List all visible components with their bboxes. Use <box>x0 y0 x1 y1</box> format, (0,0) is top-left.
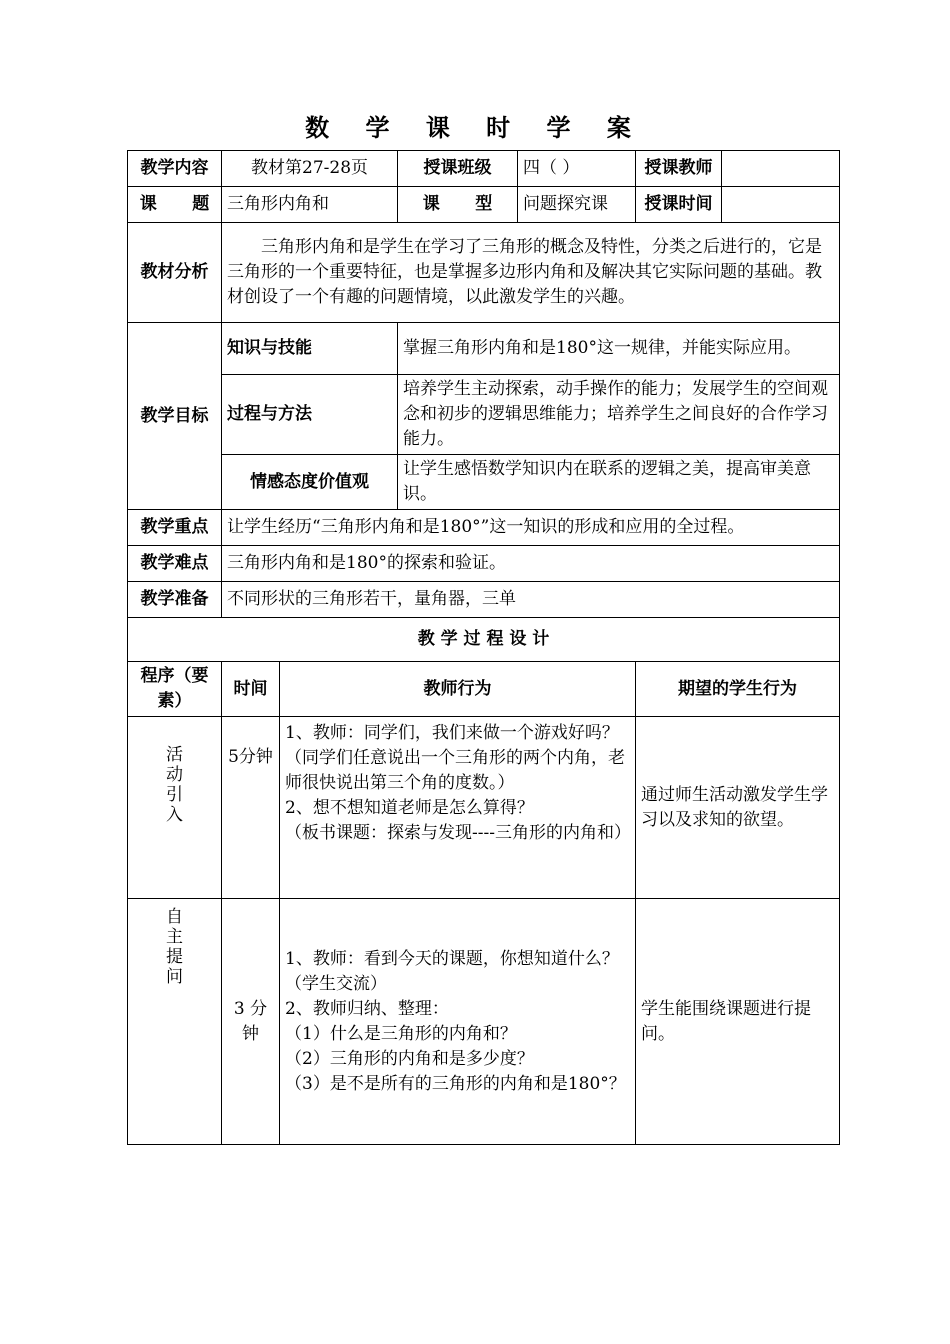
prep-label: 教学准备 <box>128 582 222 618</box>
teacher-label: 授课教师 <box>636 151 722 187</box>
class-label: 授课班级 <box>398 151 518 187</box>
key-point-text: 让学生经历“三角形内角和是180°”这一知识的形成和应用的全过程。 <box>222 510 840 546</box>
student-header: 期望的学生行为 <box>636 662 840 717</box>
step-time: 5分钟 <box>222 717 280 899</box>
analysis-text: 三角形内角和是学生在学习了三角形的概念及特性，分类之后进行的，它是三角形的一个重要特征，也是掌握多边形内角和及解决其它实际问题的基础。教材创设了一个有趣的问题情境，以此激发学生的兴趣。 <box>222 223 840 323</box>
content-value: 教材第27-28页 <box>222 151 398 187</box>
time-header: 时间 <box>222 662 280 717</box>
goal-knowledge-label: 知识与技能 <box>222 323 398 375</box>
student-behavior: 学生能围绕课题进行提问。 <box>636 899 840 1145</box>
teacher-header: 教师行为 <box>280 662 636 717</box>
process-title: 教 学 过 程 设 计 <box>128 618 840 662</box>
analysis-label: 教材分析 <box>128 223 222 323</box>
goal-process-label: 过程与方法 <box>222 375 398 455</box>
page-title: 数 学 课 时 学 案 <box>305 114 645 142</box>
difficulty-label: 教学难点 <box>128 546 222 582</box>
type-label: 课 型 <box>398 187 518 223</box>
student-behavior: 通过师生活动激发学生学习以及求知的欲望。 <box>636 717 840 899</box>
teacher-actions: 1、教师：看到今天的课题，你想知道什么？（学生交流） 2、教师归纳、整理： （1）什么是三角形的内角和？ （2）三角形的内角和是多少度？ （3）是不是所有的三角形的内角和是180°？ <box>280 899 636 1145</box>
goal-attitude-text: 让学生感悟数学知识内在联系的逻辑之美，提高审美意识。 <box>398 455 840 510</box>
prep-text: 不同形状的三角形若干，量角器，三单 <box>222 582 840 618</box>
step-header: 程序（要素） <box>128 662 222 717</box>
goal-attitude-label: 情感态度价值观 <box>222 455 398 510</box>
goal-process-text: 培养学生主动探索，动手操作的能力；发展学生的空间观念和初步的逻辑思维能力；培养学生之间良好的合作学习能力。 <box>398 375 840 455</box>
topic-label: 课 题 <box>128 187 222 223</box>
step-name: 活动引入 <box>166 745 183 825</box>
content-label: 教学内容 <box>128 151 222 187</box>
lesson-plan-table <box>127 150 839 1145</box>
time-label: 授课时间 <box>636 187 722 223</box>
goal-knowledge-text: 掌握三角形内角和是180°这一规律，并能实际应用。 <box>398 323 840 375</box>
teacher-actions: 1、教师：同学们，我们来做一个游戏好吗？（同学们任意说出一个三角形的两个内角，老师很快说出第三个角的度数。） 2、想不想知道老师是怎么算得？ （板书课题：探索与发现----三角形的内角和） <box>280 717 636 899</box>
step-name: 自主提问 <box>166 907 183 987</box>
time-value <box>722 187 840 223</box>
type-value: 问题探究课 <box>518 187 636 223</box>
teacher-value <box>722 151 840 187</box>
difficulty-text: 三角形内角和是180°的探索和验证。 <box>222 546 840 582</box>
table-row <box>128 899 840 1145</box>
key-point-label: 教学重点 <box>128 510 222 546</box>
topic-value: 三角形内角和 <box>222 187 398 223</box>
goals-label: 教学目标 <box>128 323 222 510</box>
step-time: 3 分钟 <box>222 899 280 1145</box>
table-row <box>128 717 840 899</box>
class-value: 四（ ） <box>518 151 636 187</box>
